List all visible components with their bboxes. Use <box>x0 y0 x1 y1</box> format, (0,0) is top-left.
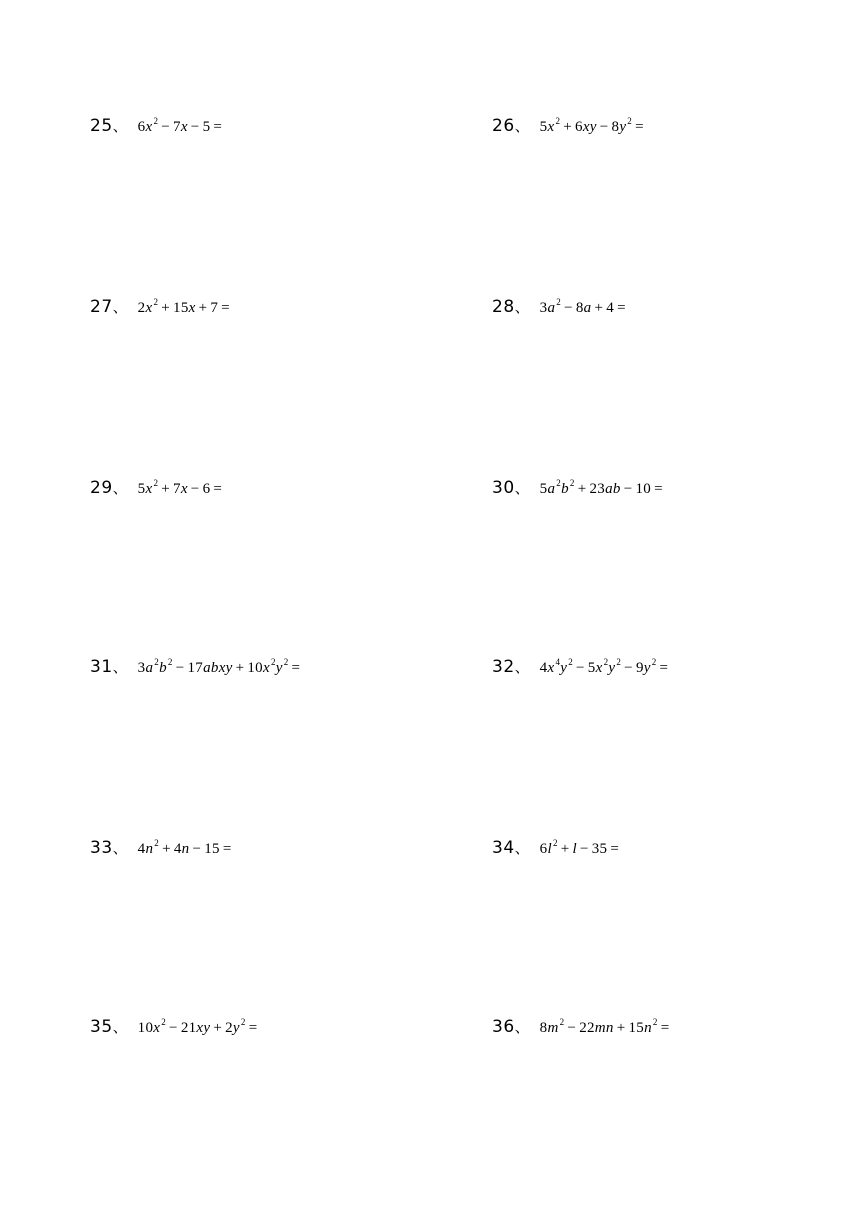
problem-separator: 、 <box>112 479 128 497</box>
problem-separator: 、 <box>514 839 530 857</box>
problem-number: 32 <box>492 657 515 677</box>
problem-number: 31 <box>90 657 113 677</box>
problem-expression: $2x^2 + 15x + 7$ = <box>137 297 230 316</box>
problem-31 <box>90 656 303 677</box>
problem-expression: $8m^2 - 22mn + 15n^2$ = <box>539 1017 670 1036</box>
problem-36 <box>492 1016 673 1037</box>
problem-expression: $5x^2 + 6xy - 8y^2$ = <box>539 116 644 135</box>
problem-number: 34 <box>492 838 515 858</box>
problem-expression: $3a^2 - 8a + 4$ = <box>539 297 626 316</box>
problem-number: 30 <box>492 478 515 498</box>
problem-25 <box>90 115 225 136</box>
problem-33 <box>90 837 235 858</box>
problem-expression: $5a^2b^2 + 23ab - 10$ = <box>539 478 663 497</box>
problem-separator: 、 <box>514 479 530 497</box>
problem-35 <box>90 1016 260 1037</box>
problem-number: 28 <box>492 297 515 317</box>
problem-separator: 、 <box>112 117 128 135</box>
problem-30 <box>492 477 666 498</box>
problem-number: 26 <box>492 116 515 136</box>
problem-number: 27 <box>90 297 113 317</box>
problem-26 <box>492 115 647 136</box>
problem-expression: $10x^2 - 21xy + 2y^2$ = <box>137 1017 258 1036</box>
problem-separator: 、 <box>112 298 128 316</box>
problem-34 <box>492 837 622 858</box>
problem-separator: 、 <box>112 1018 128 1036</box>
problem-separator: 、 <box>514 298 530 316</box>
problem-expression: $3a^2b^2$ − 17abxy + $10x^2y^2$ = <box>137 657 301 676</box>
problem-28 <box>492 296 629 317</box>
problem-number: 35 <box>90 1017 113 1037</box>
problem-separator: 、 <box>514 658 530 676</box>
problem-number: 36 <box>492 1017 515 1037</box>
problem-separator: 、 <box>514 117 530 135</box>
problem-32 <box>492 656 671 677</box>
problem-expression: $4x^4y^2 - 5x^2y^2 - 9y^2$ = <box>539 657 669 676</box>
problem-expression: $4n^2 + 4n - 15$ = <box>137 838 232 857</box>
problem-27 <box>90 296 233 317</box>
problem-expression: $6x^2 - 7x - 5$ = <box>137 116 223 135</box>
problem-expression: $6l^2 + l - 35$ = <box>539 838 620 857</box>
problem-separator: 、 <box>112 658 128 676</box>
problem-number: 29 <box>90 478 113 498</box>
problem-expression: $5x^2 + 7x - 6$ = <box>137 478 223 497</box>
problem-number: 33 <box>90 838 113 858</box>
problem-separator: 、 <box>514 1018 530 1036</box>
problem-29 <box>90 477 225 498</box>
problem-number: 25 <box>90 116 113 136</box>
problem-separator: 、 <box>112 839 128 857</box>
